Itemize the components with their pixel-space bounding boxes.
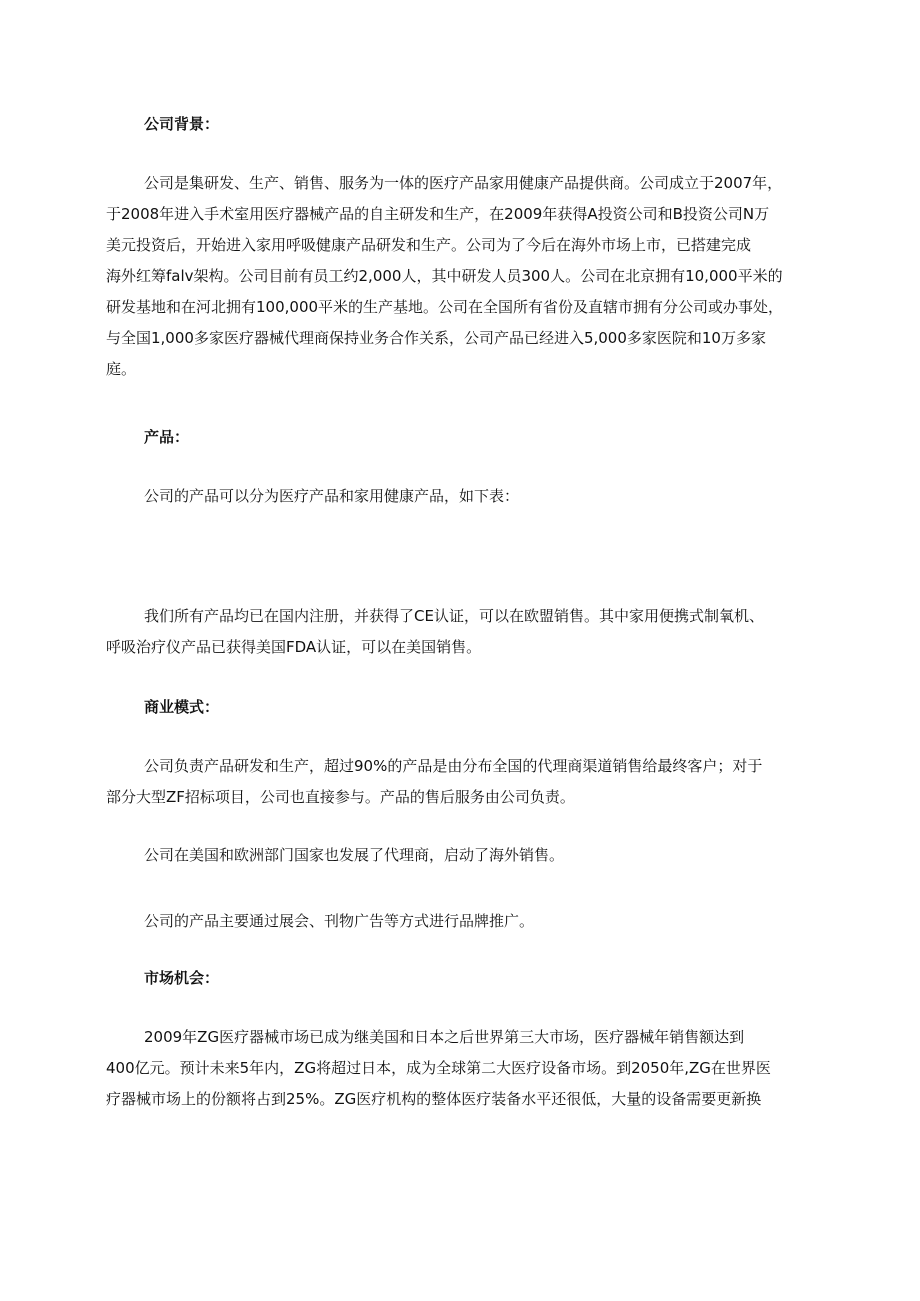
text-line: 庭。 bbox=[106, 360, 137, 378]
paragraph-company-background bbox=[106, 168, 846, 385]
paragraph-certifications bbox=[106, 601, 846, 663]
text-line: 疗器械市场上的份额将占到25%。ZG医疗机构的整体医疗装备水平还很低，大量的设备需要更新换 bbox=[106, 1090, 762, 1108]
text-line: 公司的产品主要通过展会、刊物广告等方式进行品牌推广。 bbox=[144, 912, 535, 930]
text-line: 公司是集研发、生产、销售、服务为一体的医疗产品家用健康产品提供商。公司成立于2007年， bbox=[144, 174, 783, 192]
text-line: 公司负责产品研发和生产，超过90%的产品是由分布全国的代理商渠道销售给最终客户；对于 bbox=[144, 757, 763, 775]
text-line: 公司在美国和欧洲部门国家也发展了代理商，启动了海外销售。 bbox=[144, 846, 565, 864]
heading-company-background: 公司背景： bbox=[144, 115, 220, 133]
text-line: 呼吸治疗仪产品已获得美国FDA认证，可以在美国销售。 bbox=[106, 638, 482, 656]
paragraph-business-model-3 bbox=[144, 906, 844, 937]
text-line: 美元投资后，开始进入家用呼吸健康产品研发和生产。公司为了今后在海外市场上市，已搭建完成 bbox=[106, 236, 752, 254]
text-line: 于2008年进入手术室用医疗器械产品的自主研发和生产，在2009年获得A投资公司和B投资公司N万 bbox=[106, 205, 770, 223]
text-line: 公司的产品可以分为医疗产品和家用健康产品，如下表： bbox=[144, 487, 520, 505]
text-line: 我们所有产品均已在国内注册，并获得了CE认证，可以在欧盟销售。其中家用便携式制氧机、 bbox=[144, 607, 764, 625]
text-line: 400亿元。预计未来5年内，ZG将超过日本，成为全球第二大医疗设备市场。到2050年,ZG在世界医 bbox=[106, 1059, 771, 1077]
heading-market-opportunity: 市场机会： bbox=[144, 969, 220, 987]
paragraph-business-model-1 bbox=[106, 751, 846, 813]
paragraph-market-opportunity bbox=[106, 1022, 846, 1115]
text-line: 研发基地和在河北拥有100,000平米的生产基地。公司在全国所有省份及直辖市拥有分公司或办事处， bbox=[106, 298, 784, 316]
paragraph-business-model-2 bbox=[144, 840, 844, 871]
text-line: 海外红筹falv架构。公司目前有员工约2,000人，其中研发人员300人。公司在北京拥有10,000平米的 bbox=[106, 267, 783, 285]
text-line: 部分大型ZF招标项目，公司也直接参与。产品的售后服务由公司负责。 bbox=[106, 788, 575, 806]
heading-products: 产品： bbox=[144, 428, 190, 446]
heading-business-model: 商业模式： bbox=[144, 698, 220, 716]
text-line: 与全国1,000多家医疗器械代理商保持业务合作关系，公司产品已经进入5,000多家医院和10万多家 bbox=[106, 329, 766, 347]
text-line: 2009年ZG医疗器械市场已成为继美国和日本之后世界第三大市场，医疗器械年销售额达到 bbox=[144, 1028, 745, 1046]
paragraph-products-intro bbox=[144, 481, 844, 512]
